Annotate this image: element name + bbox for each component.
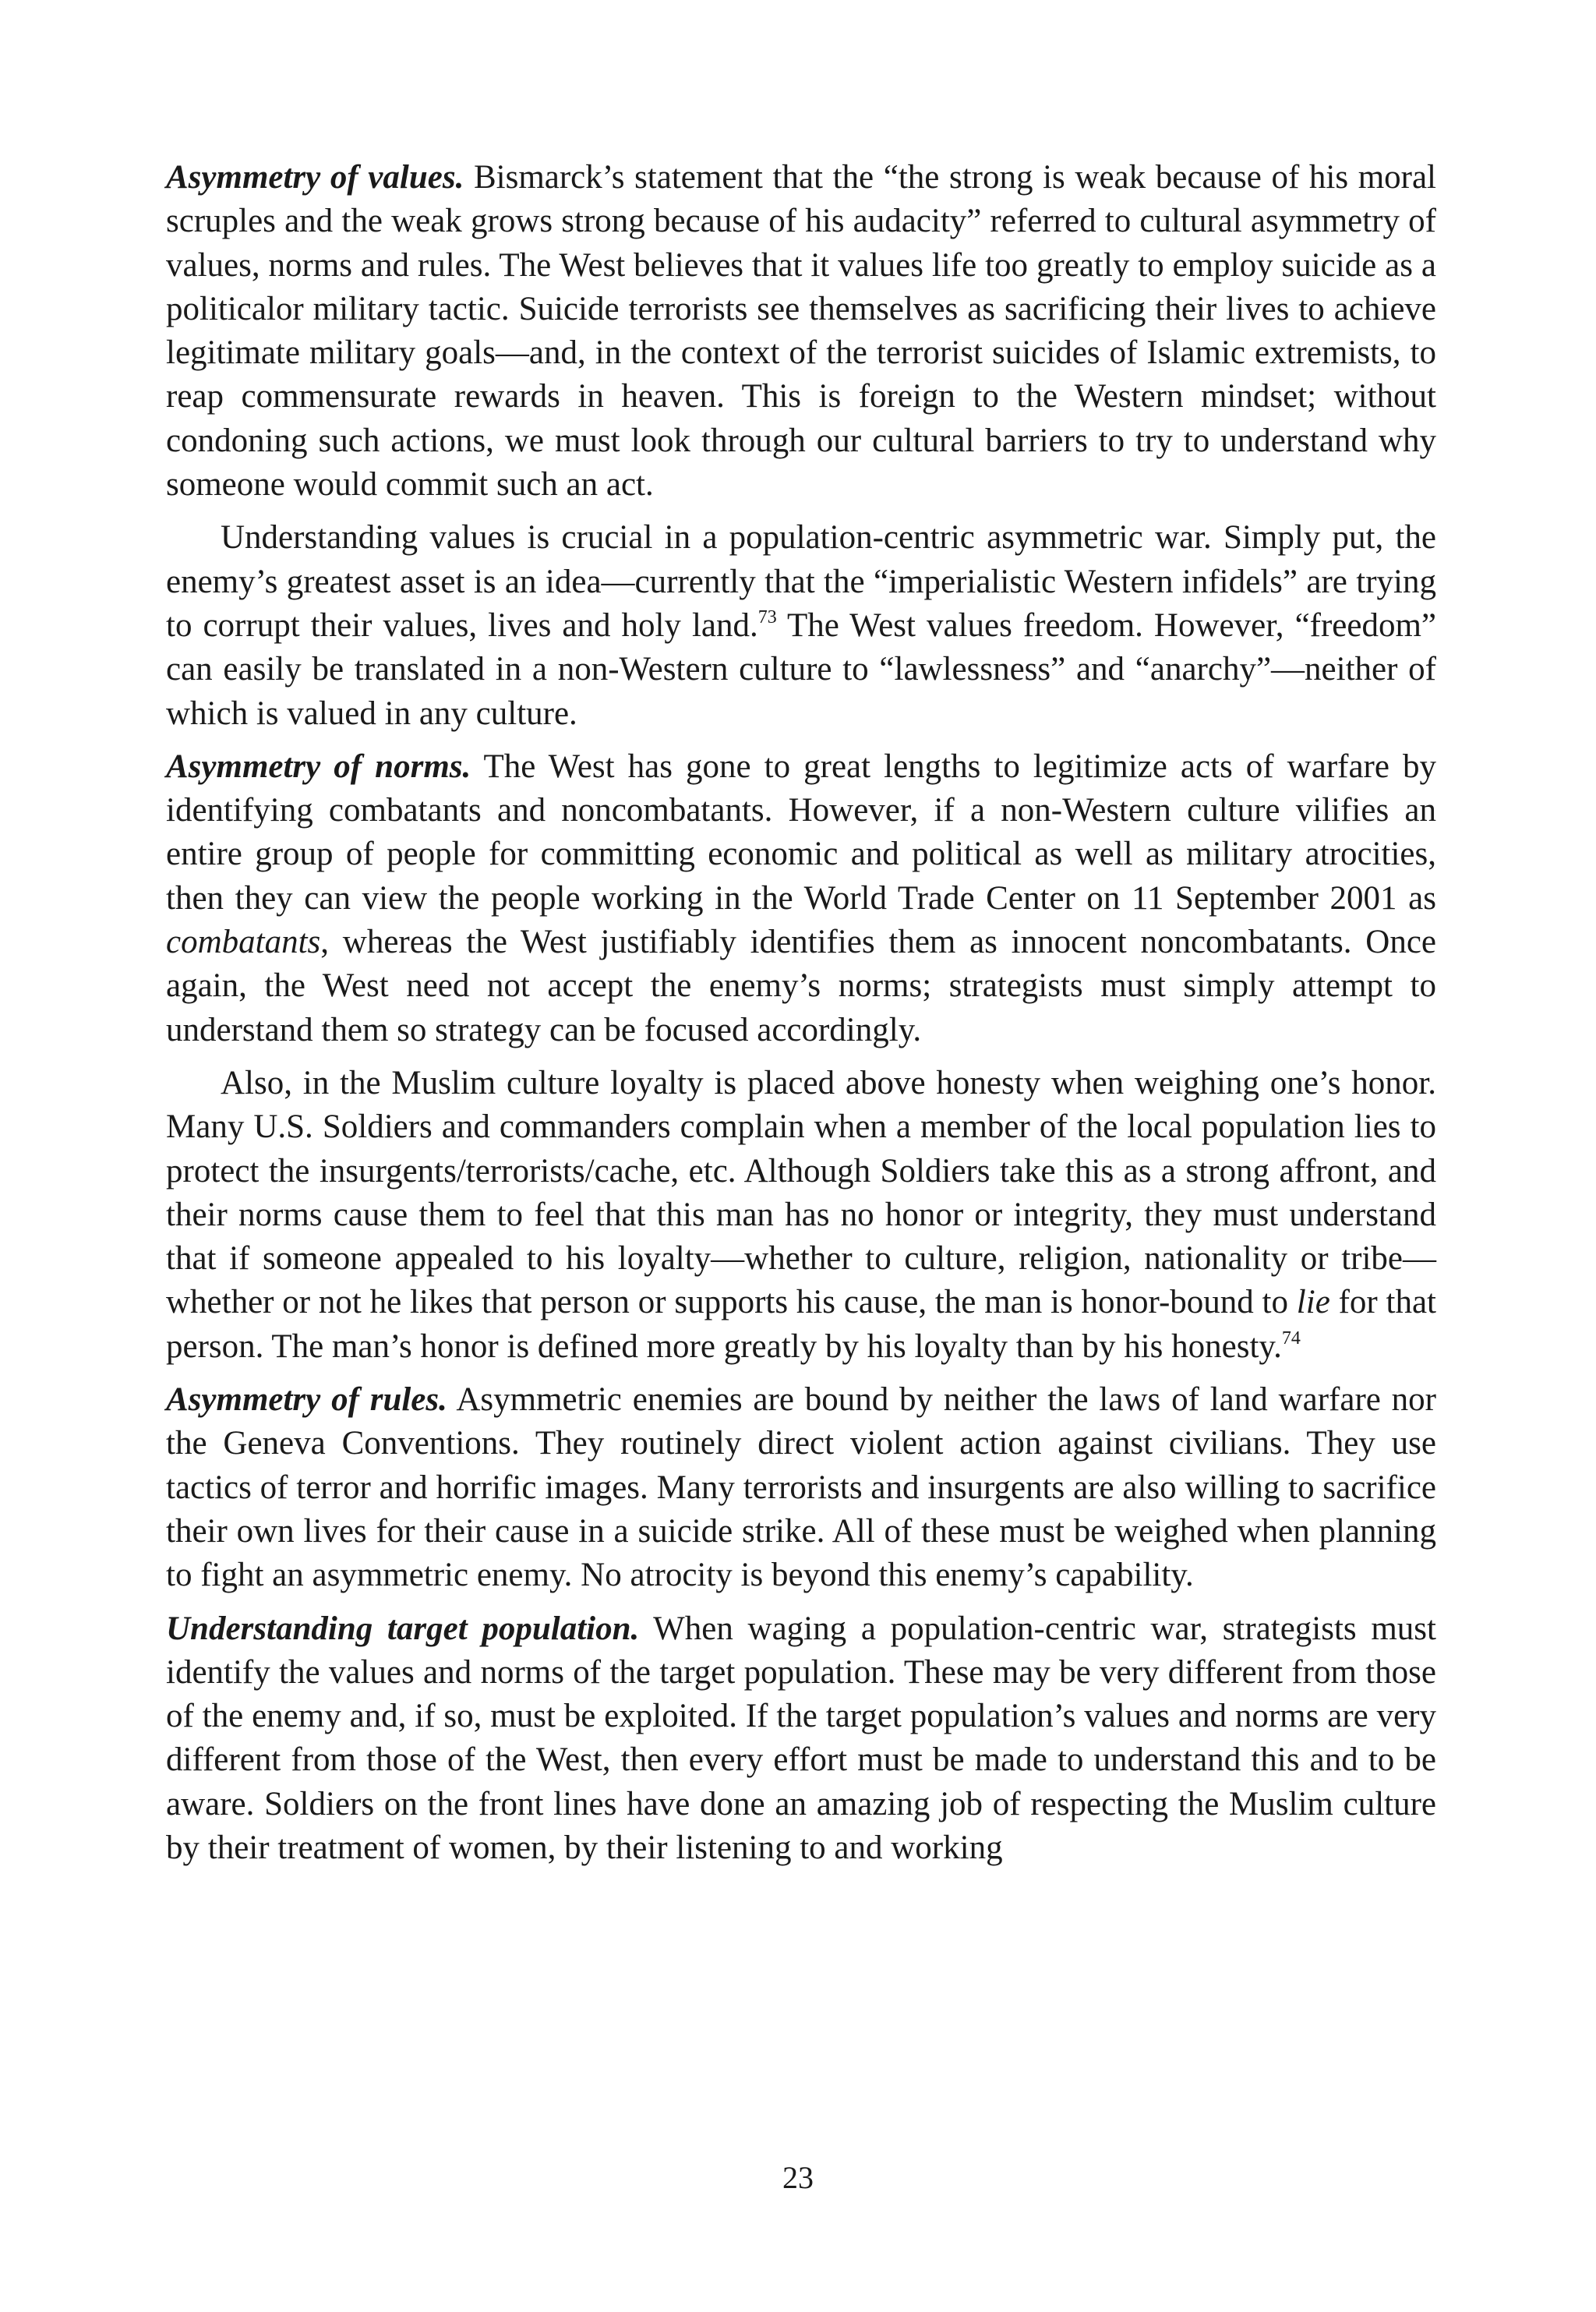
footnote-marker: 74 [1281,1327,1301,1349]
emphasis-text: lie [1296,1284,1330,1321]
paragraph-asymmetry-of-values [166,156,1436,507]
paragraph-asymmetry-of-rules [166,1378,1436,1597]
paragraph-text: The West has gone to great lengths to legitimize acts of warfare by identifying combatants and noncombatants. However, if a non-Western culture vilifies an entire group of people for committing economic and political as well as military atrocities, then they can view the people working in the World Trade Center on 11 September 2001 as [166,748,1436,917]
paragraph-text: for that person. The man’s honor is defined more greatly by his loyalty than by his honesty. [166,1284,1436,1365]
footnote-marker: 73 [757,606,777,627]
paragraph-text: , whereas the West justifiably identifies them as innocent noncombatants. Once again, the West need not accept the enemy’s norms; strategists must simply attempt to understand them so strategy can be focused accordingly. [166,924,1436,1048]
paragraph-text: Understanding values is crucial in a population-centric asymmetric war. Simply put, the enemy’s greatest asset is an idea—currently that the “imperialistic Western infidels” are trying to corrupt their values, lives and holy land. [166,519,1436,644]
emphasis-text: combatants [166,924,321,961]
paragraph-text: When waging a population-centric war, strategists must identify the values and norms of the target population. These may be very different from those of the enemy and, if so, must be exploited. If the target population’s values and norms are very different from those of the West, then every effort must be made to understand this and to be aware. Soldiers on the front lines have done an amazing job of respecting the Muslim culture by their treatment of women, by their listening to and working [166,1610,1436,1866]
paragraph-asymmetry-of-norms [166,745,1436,1052]
section-heading: Asymmetry of values. [166,159,464,196]
section-heading: Understanding target population. [166,1610,640,1647]
paragraph-understanding-values [166,516,1436,735]
paragraph-text: Bismarck’s statement that the “the strong is weak because of his moral scruples and the weak grows strong because of his audacity” referred to cultural asymmetry of values, norms and rules. The West believes that it values life too greatly to employ suicide as a politicalor military tactic. Suicide terrorists see themselves as sacrificing their lives to achieve legitimate military goals—and, in the context of the terrorist suicides of Islamic extremists, to reap commensurate rewards in heaven. This is foreign to the Western mindset; without condoning such actions, we must look through our cultural barriers to try to understand why someone would commit such an act. [166,159,1436,504]
page-body [166,156,1436,1879]
paragraph-text: Also, in the Muslim culture loyalty is placed above honesty when weighing one’s honor. Many U.S. Soldiers and commanders complain when a member of the local population lies to protect the insurgents/terrorists/cache, etc. Although Soldiers take this as a strong affront, and their norms cause them to feel that this man has no honor or integrity, they must understand that if someone appealed to his loyalty—whether to culture, religion, nationality or tribe—whether or not he likes that person or supports his cause, the man is honor-bound to [166,1064,1436,1321]
paragraph-loyalty-honesty [166,1062,1436,1369]
section-heading: Asymmetry of norms. [166,748,471,785]
page-number: 23 [782,2160,814,2195]
paragraph-target-population [166,1607,1436,1871]
paragraph-text: Asymmetric enemies are bound by neither the laws of land warfare nor the Geneva Conventions. They routinely direct violent action against civilians. They use tactics of terror and horrific images. Many terrorists and insurgents are also willing to sacrifice their own lives for their cause in a suicide strike. All of these must be weighed when planning to fight an asymmetric enemy. No atrocity is beyond this enemy’s capability. [166,1381,1436,1594]
section-heading: Asymmetry of rules. [166,1381,447,1419]
paragraph-text: The West values freedom. However, “freedom” can easily be translated in a non-Western culture to “lawlessness” and “anarchy”—neither of which is valued in any culture. [166,606,1437,732]
